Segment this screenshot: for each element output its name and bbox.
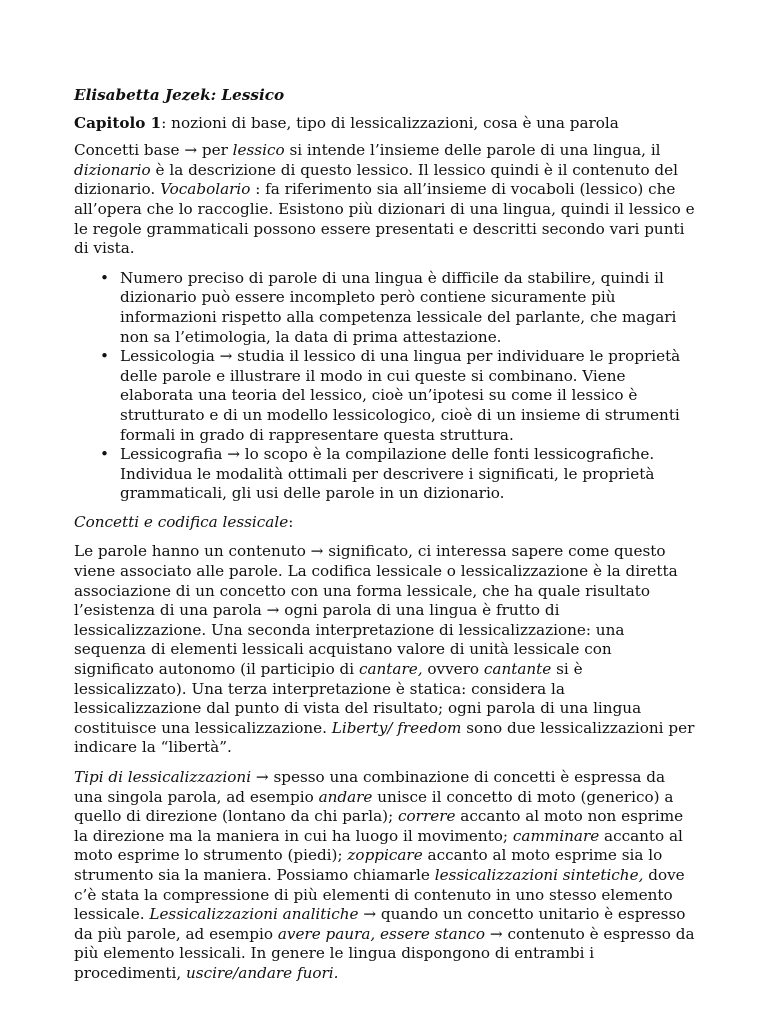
p3-text-h: accanto al moto esprime lo strumento (piedi);	[74, 826, 683, 865]
p3-text-n: → quando un concetto unitario è espresso da più parole, ad esempio	[74, 905, 686, 943]
p1-term-vocabolario: Vocabolario	[160, 180, 251, 199]
p3-term-zoppicare: zoppicare	[347, 846, 423, 865]
p2-text-g: sono due lessicalizzazioni per indicare la “libertà”.	[74, 718, 695, 757]
chapter-text: : nozioni di base, tipo di lessicalizzazioni, cosa è una parola	[161, 113, 619, 132]
p3-term-sintetiche: lessicalizzazioni sintetiche,	[434, 865, 644, 884]
section-subheading	[74, 513, 696, 533]
bullet-marker: •	[100, 268, 109, 287]
document-body	[74, 86, 696, 994]
p1-text-e: è la descrizione di questo lessico. Il lessico quindi è il contenuto del dizionario.	[74, 160, 678, 199]
list-item	[74, 269, 696, 347]
p3-text-f: accanto al moto non esprime la direzione ma la maniera in cui ha luogo il movimento;	[74, 807, 684, 845]
subheading-colon: :	[288, 512, 294, 531]
list-item	[74, 347, 696, 445]
p1-text-c: si intende l’insieme delle parole di una lingua, il	[284, 141, 661, 160]
p3-text-b: → spesso una combinazione di concetti è espressa da una singola parola, ad esempio	[74, 768, 666, 806]
p2-term-cantare: cantare,	[358, 660, 423, 679]
p1-term-dizionario: dizionario	[74, 160, 151, 179]
chapter-label: Capitolo 1	[74, 113, 162, 132]
p3-text-p: → contenuto è espresso da più elemento lessicali. In genere le lingua dispongono di entrambi i procedimenti,	[74, 924, 695, 982]
p3-term-tipi: Tipi di lessicalizzazioni	[74, 768, 252, 786]
p2-term-cantante: cantante	[483, 660, 552, 679]
p3-term-correre: correre	[398, 807, 456, 826]
list-item-text: Lessicologia → studia il lessico di una lingua per individuare le proprietà delle parole e illustrare il modo in cui queste si combinano. Viene elaborata una teoria del lessico, cioè un’ipotesi su come il lessico è strutturato e di un modello lessicologico, cioè di un insieme di strumenti formali in grado di rappresentare questa struttura.	[120, 347, 681, 444]
bullet-list	[74, 269, 696, 504]
list-item-text: Lessicografia → lo scopo è la compilazione delle fonti lessicografiche. Individua le modalità ottimali per descrivere i significati, le proprietà grammaticali, gli usi delle parole in un dizionario.	[120, 445, 655, 503]
list-item-text: Numero preciso di parole di una lingua è difficile da stabilire, quindi il dizionario può essere incompleto però contiene sicuramente più informazioni rispetto alla competenza lessicale del parlante, che magari non sa l’etimologia, la data di prima attestazione.	[120, 268, 677, 346]
chapter-heading	[74, 114, 696, 134]
document-title: Elisabetta Jezek: Lessico	[74, 86, 285, 104]
p1-text-a: Concetti base → per	[74, 141, 233, 160]
p2-term-liberty-freedom: Liberty/ freedom	[331, 718, 462, 737]
list-item	[74, 445, 696, 504]
p3-term-andare: andare	[318, 787, 373, 806]
subheading-text: Concetti e codifica lessicale	[74, 512, 289, 531]
p3-text-j: accanto al moto esprime sia lo strumento sia la maniera. Possiamo chiamarle	[74, 846, 663, 884]
p3-term-uscire: uscire/andare fuori.	[186, 963, 339, 982]
p3-text-l: dove c’è stata la compressione di più elementi di contenuto in uno stesso elemento lessicale.	[74, 865, 685, 924]
p3-term-analitiche: Lessicalizzazioni analitiche	[149, 905, 359, 924]
p1-term-lessico: lessico	[232, 141, 285, 160]
paragraph-concetti-base	[74, 141, 696, 259]
paragraph-codifica	[74, 542, 696, 758]
paragraph-tipi-lessicalizzazioni	[74, 768, 696, 984]
p3-term-avere-paura: avere paura, essere stanco	[277, 924, 486, 943]
p2-text-e: si è lessicalizzato). Una terza interpretazione è statica: considera la lessicalizzazione dal punto di vista del risultato; ogni parola di una lingua costituisce una lessicalizzazione.	[74, 660, 642, 737]
bullet-marker: •	[100, 445, 109, 464]
p3-text-d: unisce il concetto di moto (generico) a quello di direzione (lontano da chi parla);	[74, 787, 674, 826]
p2-text-c: ovvero	[422, 660, 484, 679]
bullet-marker: •	[100, 347, 109, 366]
p2-text-a: Le parole hanno un contenuto → significato, ci interessa sapere come questo viene associato alle parole. La codifica lessicale o lessicalizzazione è la diretta associazione di un concetto con una forma lessicale, che ha quale risultato l’esistenza di una parola → ogni parola di una lingua è frutto di lessicalizzazione. Una seconda interpretazione di lessicalizzazione: una sequenza di elementi lessicali acquistano valore di unità lessicale con significato autonomo (il participio di	[74, 542, 678, 679]
p3-term-camminare: camminare	[512, 826, 600, 845]
p1-text-g: : fa riferimento sia all’insieme di vocaboli (lessico) che all’opera che lo raccoglie. Esistono più dizionari di una lingua, quindi il lessico e le regole grammaticali possono essere presentati e descritti secondo vari punti di vista.	[74, 180, 695, 258]
